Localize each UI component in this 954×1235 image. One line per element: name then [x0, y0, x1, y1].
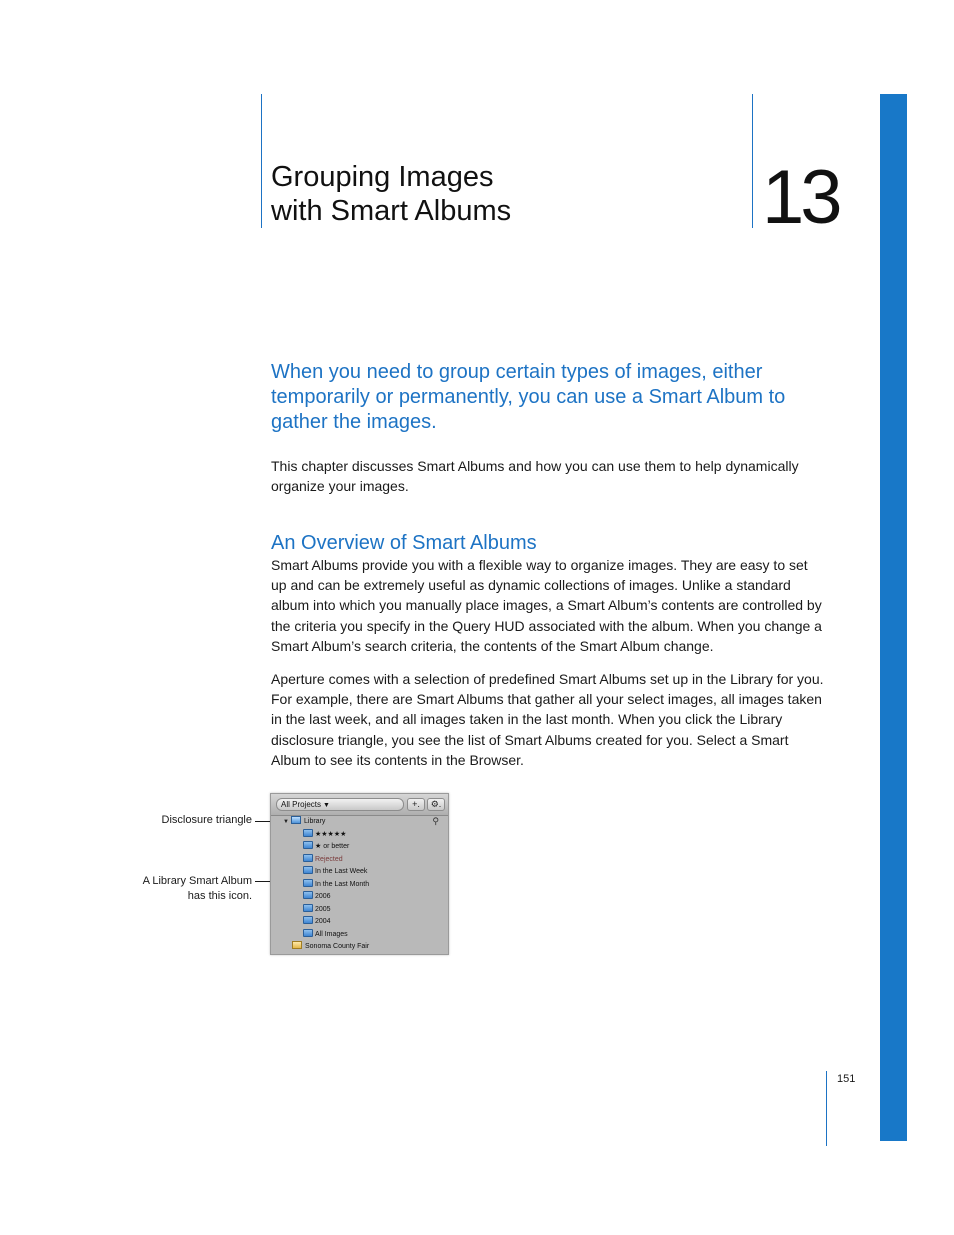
smart-album-label: 2006 [315, 893, 331, 900]
smart-album-row[interactable] [303, 904, 331, 916]
intro-text: When you need to group certain types of images, either temporarily or permanently, you can use a Smart Album to gather the images. [271, 361, 786, 433]
smart-album-label: ★ or better [315, 843, 350, 850]
title-rule-right [752, 94, 753, 228]
smart-album-icon [303, 891, 313, 899]
chapter-side-tab [880, 94, 907, 1141]
smart-album-icon [303, 841, 313, 849]
smart-album-label: All Images [315, 930, 348, 938]
chapter-title [271, 160, 711, 228]
smart-album-icon [303, 916, 313, 924]
smart-album-icon [303, 904, 313, 912]
smart-album-label: 2005 [315, 905, 331, 913]
smart-album-row[interactable] [303, 841, 349, 853]
add-button[interactable]: +. [407, 798, 425, 811]
smart-album-icon [303, 829, 313, 837]
smart-album-label: 2004 [315, 918, 331, 925]
library-row[interactable] [283, 816, 325, 828]
project-row[interactable] [292, 941, 369, 953]
smart-album-row[interactable] [303, 891, 331, 903]
callout-smart-line2: has this icon. [187, 890, 252, 902]
action-gear-button[interactable]: ⚙. [427, 798, 445, 811]
page-number: 151 [837, 1073, 856, 1085]
section-paragraph-1: Smart Albums provide you with a flexible way to organize images. They are easy to set up and can be extremely useful as dynamic collections of images. Unlike a standard album into which you manually place images, a Smart Album’s contents are controlled by the criteria you specify in the Query HUD associated with the album. When you change a Smart Album’s search criteria, the contents of the Smart Album change. [271, 557, 822, 654]
chapter-title-line2: with Smart Albums [271, 195, 512, 227]
library-icon [291, 816, 301, 824]
chevron-down-icon: ▼ [323, 802, 330, 809]
smart-album-row[interactable] [303, 829, 346, 841]
smart-album-row[interactable] [303, 854, 343, 866]
smart-album-icon [303, 866, 313, 874]
smart-album-icon [303, 854, 313, 862]
callout-smart-album-icon [143, 874, 252, 904]
panel-header [271, 794, 448, 816]
smart-album-row[interactable] [303, 916, 331, 928]
library-label: Library [304, 818, 326, 825]
title-rule-left [261, 94, 262, 228]
disclosure-triangle-icon[interactable]: ▼ [283, 819, 289, 825]
search-icon[interactable]: ⚲ [432, 816, 439, 826]
smart-album-row[interactable] [303, 879, 369, 891]
page-number-rule [826, 1071, 827, 1146]
library-panel-screenshot [270, 793, 449, 955]
smart-album-label: In the Last Month [315, 880, 370, 888]
callout-disclosure-triangle: Disclosure triangle [161, 814, 252, 826]
chapter-summary: This chapter discusses Smart Albums and how you can use them to help dynamically organize your images. [271, 458, 799, 495]
smart-album-label: Rejected [315, 855, 343, 863]
chapter-number: 13 [762, 155, 839, 240]
callout-smart-line1: A Library Smart Album [142, 875, 252, 887]
all-projects-label: All Projects [281, 800, 322, 809]
smart-album-row[interactable] [303, 866, 367, 878]
smart-album-label: ★★★★★ [315, 830, 347, 838]
section-heading: An Overview of Smart Albums [271, 532, 537, 554]
smart-album-row[interactable] [303, 929, 348, 941]
section-paragraph-2: Aperture comes with a selection of predefined Smart Albums set up in the Library for you. For example, there are Smart Albums that gather all your select images, all images taken in the last week, and all images taken in the last month. When you click the Library disclosure triangle, you see the list of Smart Albums created for you. Select a Smart Album to see its contents in the Browser. [271, 671, 824, 768]
all-projects-popup[interactable] [276, 798, 404, 811]
project-folder-icon [292, 941, 302, 949]
smart-album-icon [303, 879, 313, 887]
smart-album-label: In the Last Week [315, 868, 368, 875]
chapter-title-line1: Grouping Images [271, 161, 494, 193]
smart-album-icon [303, 929, 313, 937]
project-label: Sonoma County Fair [305, 943, 370, 950]
